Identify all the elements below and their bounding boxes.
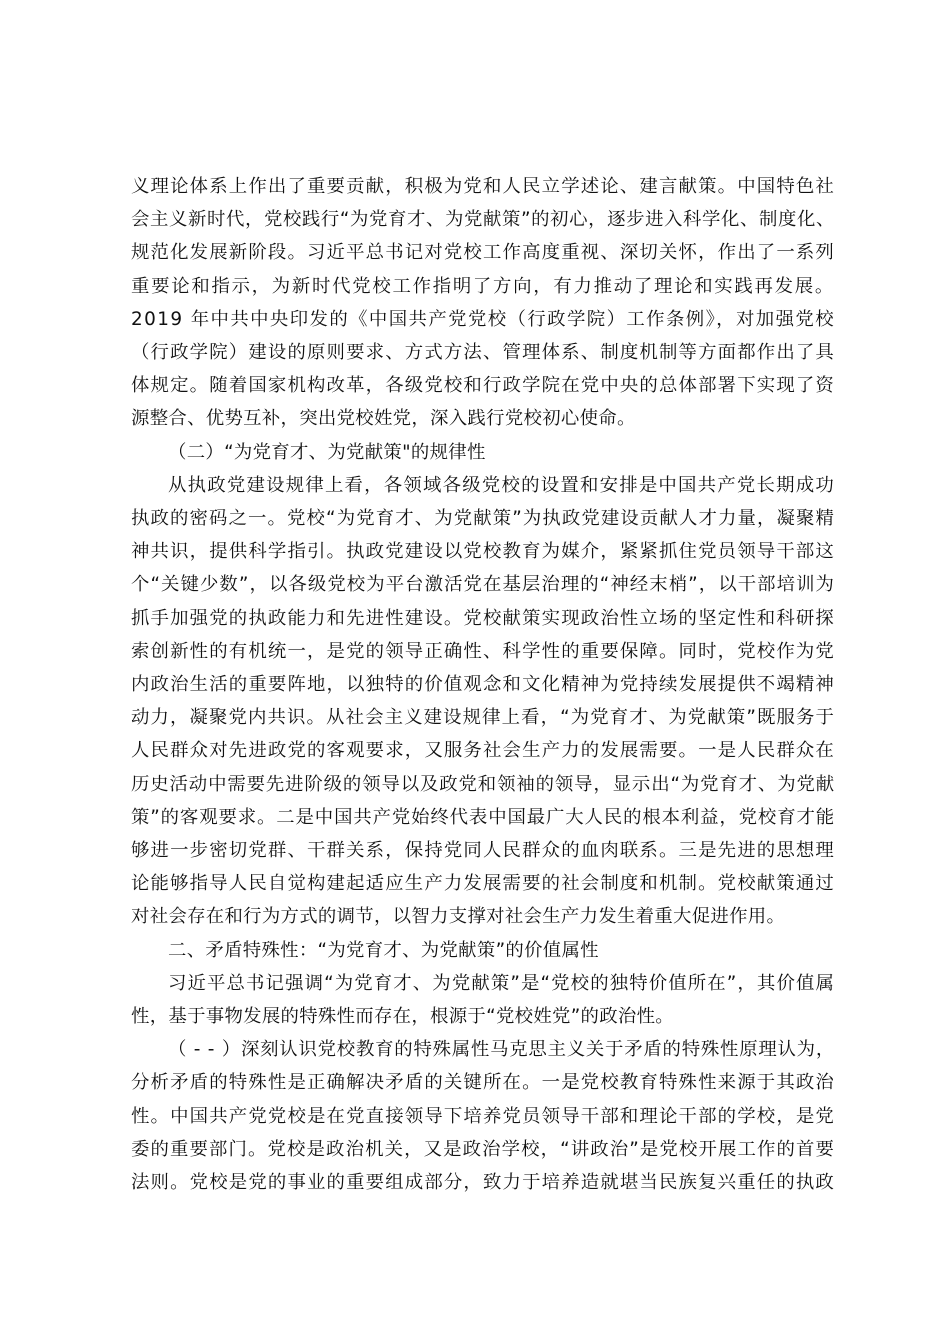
paragraph-intro-continued <box>131 170 835 436</box>
section-heading-value-attribute <box>131 934 835 967</box>
text-line: 性，基于事物发展的特殊性而存在，根源于“党校姓党”的政治性。 <box>131 1006 674 1028</box>
text-line: 2019 年中共中央印发的《中国共产党党校（行政学院）工作条例》，对加强党校 <box>131 308 835 330</box>
paragraph-value-attribute <box>131 967 835 1033</box>
text-line: 内政治生活的重要阵地，以独特的价值观念和文化精神为党持续发展提供不竭精神 <box>131 674 835 696</box>
text-line: 人民群众对先进政党的客观要求，又服务社会生产力的发展需要。一是人民群众在 <box>131 740 835 762</box>
paragraph-regularity <box>131 469 835 934</box>
text-line: 分析矛盾的特殊性是正确解决矛盾的关键所在。一是党校教育特殊性来源于其政治 <box>131 1072 835 1094</box>
text-line: 够进一步密切党群、干群关系，保持党同人民群众的血肉联系。三是先进的思想理 <box>131 840 835 862</box>
document-page <box>131 170 835 1199</box>
text-line: 规范化发展新阶段。习近平总书记对党校工作高度重视、深切关怀，作出了一系列 <box>131 242 835 264</box>
text-line: 神共识，提供科学指引。执政党建设以党校教育为媒介，紧紧抓住党员领导干部这 <box>131 541 835 563</box>
text-line: 策”的客观要求。二是中国共产党始终代表中国最广大人民的根本利益，党校育才能 <box>131 806 835 828</box>
text-line: （ - - ）深刻认识党校教育的特殊属性马克思主义关于矛盾的特殊性原理认为， <box>168 1039 835 1061</box>
text-line: （行政学院）建设的原则要求、方式方法、管理体系、制度机制等方面都作出了具 <box>131 342 835 364</box>
text-line: 体规定。随着国家机构改革，各级党校和行政学院在党中央的总体部署下实现了资 <box>131 375 835 397</box>
text-line: 性。中国共产党党校是在党直接领导下培养党员领导干部和理论干部的学校，是党 <box>131 1105 835 1127</box>
text-line: 习近平总书记强调“为党育才、为党献策”是“党校的独特价值所在”，其价值属 <box>168 972 835 994</box>
text-line: 对社会存在和行为方式的调节，以智力支撑对社会生产力发生着重大促进作用。 <box>131 906 786 928</box>
text-line: 动力，凝聚党内共识。从社会主义建设规律上看，“为党育才、为党献策”既服务于 <box>131 707 835 729</box>
heading-text: 二、矛盾特殊性：“为党育才、为党献策”的价值属性 <box>168 939 599 961</box>
text-line: 重要论和指示，为新时代党校工作指明了方向，有力推动了理论和实践再发展。 <box>131 275 835 297</box>
text-line: 个“关键少数”，以各级党校为平台激活党在基层治理的“神经末梢”，以干部培训为 <box>131 574 835 596</box>
text-line: 执政的密码之一。党校“为党育才、为党献策”为执政党建设贡献人才力量，凝聚精 <box>131 508 835 530</box>
text-line: 义理论体系上作出了重要贡献，积极为党和人民立学述论、建言献策。中国特色社 <box>131 176 835 197</box>
text-line: 委的重要部门。党校是政治机关，又是政治学校，“讲政治”是党校开展工作的首要 <box>131 1138 835 1160</box>
text-line: 从执政党建设规律上看，各领域各级党校的设置和安排是中国共产党长期成功 <box>168 474 835 496</box>
text-line: 法则。党校是党的事业的重要组成部分，致力于培养造就堪当民族复兴重任的执政 <box>131 1172 835 1194</box>
text-line: 索创新性的有机统一，是党的领导正确性、科学性的重要保障。同时，党校作为党 <box>131 640 835 662</box>
text-line: 论能够指导人民自觉构建起适应生产力发展需要的社会制度和机制。党校献策通过 <box>131 873 835 895</box>
heading-text: （二）“为党育才、为党献策"的规律性 <box>168 441 486 463</box>
text-line: 源整合、优势互补，突出党校姓党，深入践行党校初心使命。 <box>131 408 636 430</box>
text-line: 历史活动中需要先进阶级的领导以及政党和领袖的领导，显示出“为党育才、为党献 <box>131 773 835 795</box>
paragraph-special-nature <box>131 1033 835 1199</box>
text-line: 抓手加强党的执政能力和先进性建设。党校献策实现政治性立场的坚定性和科研探 <box>131 607 835 629</box>
section-heading-regularity <box>131 436 835 469</box>
text-line: 会主义新时代，党校践行“为党育才、为党献策”的初心，逐步进入科学化、制度化、 <box>131 209 835 231</box>
